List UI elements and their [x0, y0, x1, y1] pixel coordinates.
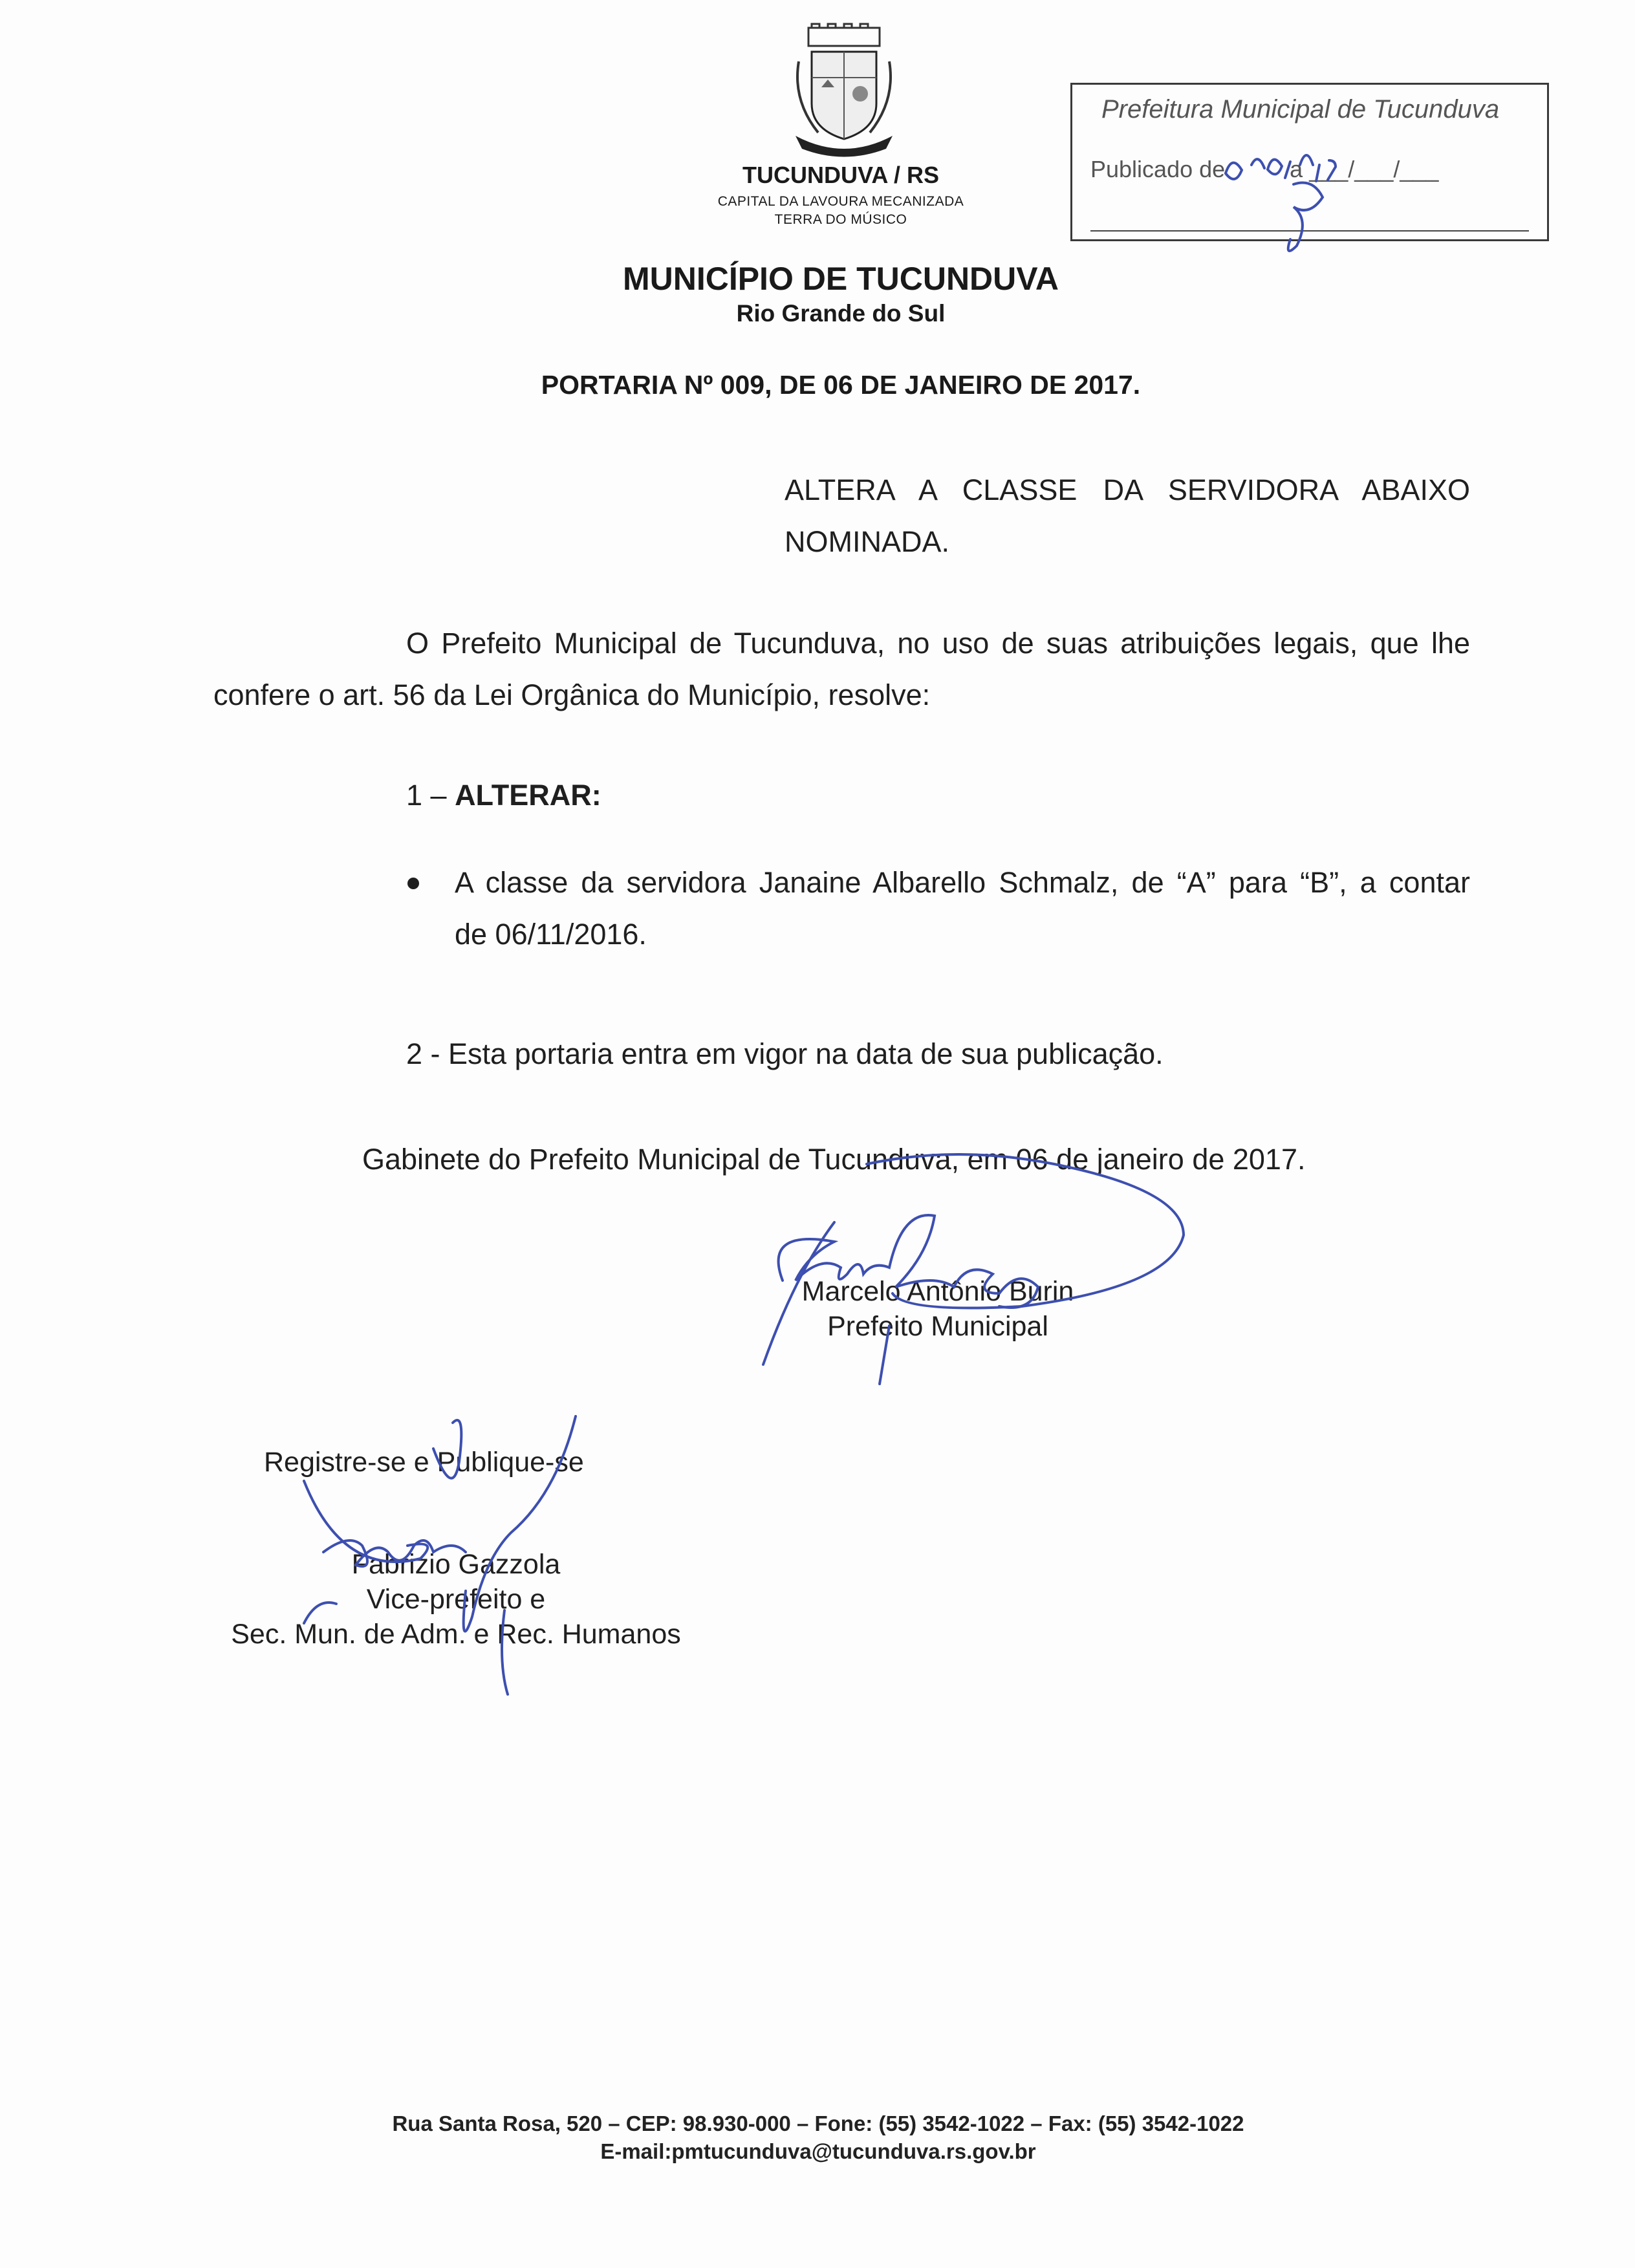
- state-name: Rio Grande do Sul: [736, 300, 946, 327]
- publication-stamp: [1070, 83, 1549, 241]
- header-motto-music: TERRA DO MÚSICO: [774, 212, 907, 227]
- summary-line-1: ALTERA A CLASSE DA SERVIDORA ABAIXO: [785, 473, 1470, 506]
- footer-email: E-mail:pmtucunduva@tucunduva.rs.gov.br: [600, 2139, 1036, 2163]
- summary-line-2: NOMINADA.: [785, 525, 950, 558]
- register-publish-line: Registre-se e Publique-se: [264, 1447, 584, 1478]
- preamble-line-2: confere o art. 56 da Lei Orgânica do Município, resolve:: [213, 678, 931, 711]
- bullet-line-2: de 06/11/2016.: [455, 918, 647, 951]
- mayor-title: Prefeito Municipal: [827, 1311, 1048, 1342]
- bullet-icon: [407, 878, 419, 889]
- mayor-name: Marcelo Antônio Burin: [801, 1276, 1074, 1307]
- bullet-line-1: A classe da servidora Janaine Albarello Schmalz, de “A” para “B”, a contar: [455, 866, 1470, 899]
- vice-mayor-name: Fabrizio Gazzola: [351, 1549, 561, 1580]
- stamp-rule: [1090, 230, 1529, 232]
- item-1-number: 1 –: [406, 779, 455, 812]
- vice-mayor-secretary-title: Sec. Mun. de Adm. e Rec. Humanos: [231, 1619, 681, 1650]
- item-1: [406, 770, 601, 821]
- preamble-line-1: O Prefeito Municipal de Tucunduva, no uso de suas atribuições legais, que lhe: [406, 627, 1470, 660]
- municipality-name: MUNICÍPIO DE TUCUNDUVA: [622, 261, 1059, 297]
- stamp-published-line: Publicado de a ___/___/___: [1090, 156, 1439, 182]
- footer-address: Rua Santa Rosa, 520 – CEP: 98.930-000 – Fone: (55) 3542-1022 – Fax: (55) 3542-1022: [392, 2111, 1244, 2135]
- item-2: 2 - Esta portaria entra em vigor na data de sua publicação.: [406, 1037, 1164, 1070]
- municipal-coat-of-arms-icon: [783, 23, 905, 158]
- mayor-signature-icon: [763, 1154, 1184, 1384]
- portaria-title: PORTARIA Nº 009, DE 06 DE JANEIRO DE 2017.: [541, 370, 1141, 400]
- stamp-title: Prefeitura Municipal de Tucunduva: [1101, 95, 1500, 124]
- header-motto-agriculture: CAPITAL DA LAVOURA MECANIZADA: [717, 194, 964, 209]
- closing-line: Gabinete do Prefeito Municipal de Tucunduva, em 06 de janeiro de 2017.: [362, 1143, 1306, 1176]
- item-1-heading: ALTERAR:: [455, 779, 601, 812]
- vice-mayor-title: Vice-prefeito e: [366, 1584, 546, 1615]
- header-city: TUCUNDUVA / RS: [742, 162, 939, 188]
